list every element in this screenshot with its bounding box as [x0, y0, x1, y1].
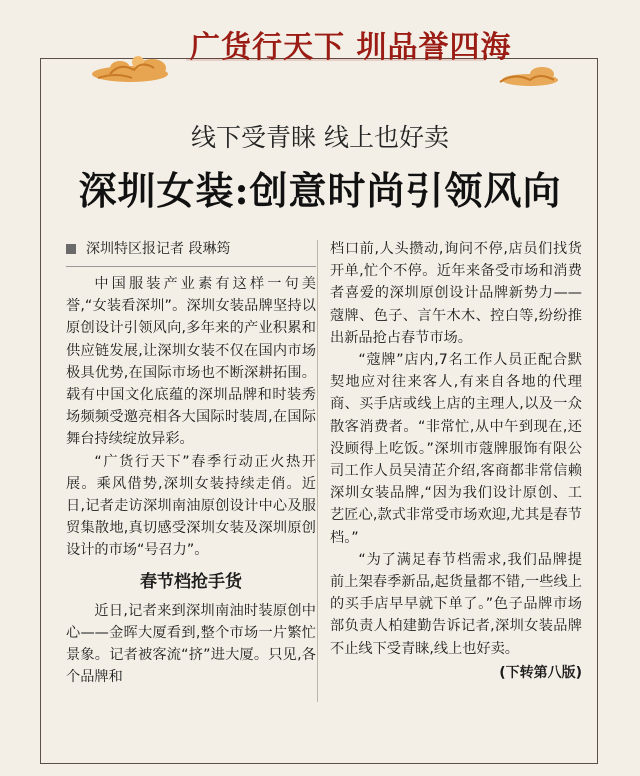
section-title: 春节档抢手货: [140, 571, 242, 592]
article-column-right: [330, 238, 582, 684]
paragraph: “为了满足春节档需求,我们品牌提前上架春季新品,起货量都不错,一些线上的买手店早早就下单了。”色子品牌市场部负责人柏建勤告诉记者,深圳女装品牌不止线下受青睐,线上也好卖。: [330, 551, 582, 657]
paragraph: “蔻牌”店内,7名工作人员正配合默契地应对往来客人,有来自各地的代理商、买手店或线上店的主理人,以及一众散客消费者。“非常忙,从中午到现在,还没顾得上吃饭。”深圳市蔻牌服饰有限公司工作人员吴清芷介绍,客商都非常信赖深圳女装品牌,“因为我们设计原创、工艺匠心,款式非常受市场欢迎,尤其是春节档。”: [330, 352, 582, 546]
paragraph: 中国服装产业素有这样一句美誉,“女装看深圳”。深圳女装品牌坚持以原创设计引领风向,多年来的产业积累和供应链发展,让深圳女装不仅在国内市场极具优势,在国际市场也不断深耕拓围。载有中国文化底蕴的深圳品牌和时装秀场频频受邀亮相各大国际时装周,在国际舞台持续绽放异彩。: [66, 276, 316, 448]
continued-note: (下转第八版): [499, 664, 582, 681]
byline-divider: [66, 266, 316, 267]
section-banner: [90, 18, 560, 90]
article-column-left: [66, 238, 316, 688]
paragraph: “广货行天下”春季行动正火热开展。乘风借势,深圳女装持续走俏。近日,记者走访深圳南油原创设计中心及服贸集散地,真切感受深圳女装及深圳原创设计的市场“号召力”。: [66, 453, 316, 559]
column-divider: [317, 240, 318, 702]
paragraph: 档口前,人头攒动,询问不停,店员们找货开单,忙个不停。近年来备受市场和消费者喜爱的深圳原创设计品牌新势力——蔻牌、色子、言午木木、控白等,纷纷推出新品抢占春节市场。: [330, 241, 582, 346]
byline-text: 深圳特区报记者 段琳筠: [86, 241, 231, 257]
article-headline: 深圳女装:创意时尚引领风向: [78, 168, 562, 213]
paragraph: 近日,记者来到深圳南油时装原创中心——金晖大厦看到,整个市场一片繁忙景象。记者被客流“挤”进大厦。只见,各个品牌和: [66, 602, 316, 686]
byline: [66, 238, 316, 260]
banner-title: 广货行天下 圳品誉四海: [190, 30, 512, 65]
byline-square-icon: [66, 244, 76, 254]
article-subheadline: 线下受青睐 线上也好卖: [191, 123, 449, 152]
